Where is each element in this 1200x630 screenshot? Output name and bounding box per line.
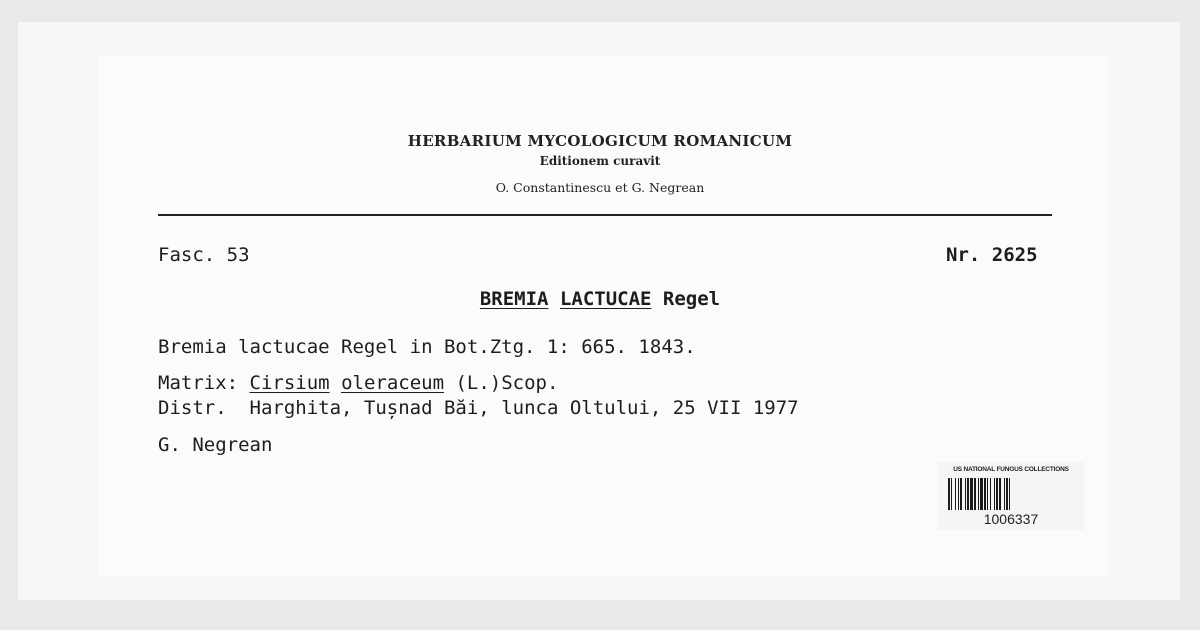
barcode-stripe [1004, 478, 1005, 510]
barcode-stripe [974, 478, 976, 510]
species-genus: BREMIA [479, 288, 549, 310]
herbarium-title: HERBARIUM MYCOLOGICUM ROMANICUM [407, 132, 793, 150]
herbarium-subtitle: Editionem curavit [539, 154, 661, 168]
barcode-stripe [958, 478, 959, 510]
barcode-stripe [1006, 478, 1008, 510]
distribution-line [158, 397, 799, 419]
collector-name: G. Negrean [158, 434, 273, 456]
barcode-stripe [948, 478, 950, 510]
barcode-stripe [960, 478, 962, 510]
barcode-stripe [999, 478, 1001, 510]
barcode-number: 1006337 [983, 511, 1039, 527]
barcode-stripe [970, 478, 973, 510]
matrix-prefix: Matrix: [158, 372, 239, 394]
distr-text: Harghita, Tușnad Băi, lunca Oltului, 25 VII 1977 [249, 397, 799, 419]
matrix-genus: Cirsium [249, 372, 330, 394]
barcode-stripe [987, 478, 988, 510]
barcode-stripe [990, 478, 991, 510]
header-divider [158, 214, 1052, 216]
barcode-organization: US NATIONAL FUNGUS COLLECTIONS [953, 466, 1069, 473]
matrix-author: (L.)Scop. [455, 372, 559, 394]
matrix-epithet: oleraceum [341, 372, 445, 394]
barcode-stripe [996, 478, 998, 510]
barcode-stripe [965, 478, 966, 510]
barcode-bars [948, 478, 1074, 510]
species-author: Regel [662, 288, 721, 310]
herbarium-editors: O. Constantinescu et G. Negrean [495, 180, 705, 195]
barcode-stripe [951, 478, 952, 510]
matrix-line [158, 372, 558, 394]
barcode-stripe [980, 478, 983, 510]
barcode-stripe [955, 478, 956, 510]
barcode-stripe [967, 478, 969, 510]
distr-prefix: Distr. [158, 397, 227, 419]
species-name [0, 288, 1200, 310]
specimen-number: Nr. 2625 [946, 244, 1038, 266]
barcode-label [938, 462, 1084, 530]
barcode-stripe [978, 478, 979, 510]
fascicle-number: Fasc. 53 [158, 244, 250, 266]
citation: Bremia lactucae Regel in Bot.Ztg. 1: 665. 1843. [158, 336, 696, 358]
barcode-stripe [984, 478, 986, 510]
species-epithet: LACTUCAE [559, 288, 652, 310]
barcode-stripe [994, 478, 995, 510]
barcode-stripe [1009, 478, 1010, 510]
